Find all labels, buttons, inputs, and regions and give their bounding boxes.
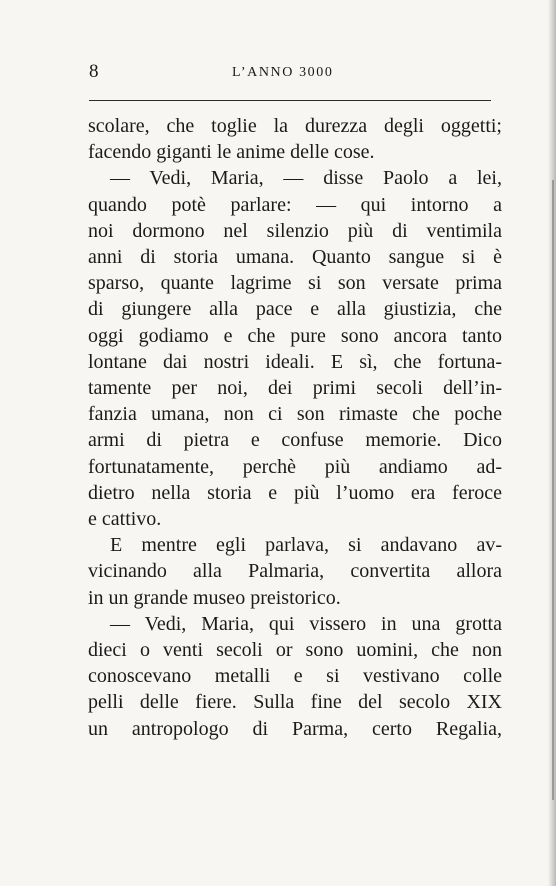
text-line: un antropologo di Parma, certo Regalia, (88, 717, 502, 740)
text-line: — Vedi, Maria, qui vissero in una grotta (110, 612, 502, 635)
text-line: quando potè parlare: — qui intorno a (88, 193, 502, 216)
text-line: fanzia umana, non ci son rimaste che poche (88, 403, 502, 426)
text-line: dietro nella storia e più l’uomo era feroce (88, 481, 502, 504)
header-rule (89, 100, 491, 101)
text-line: facendo giganti le anime delle cose. (88, 141, 375, 164)
text-line: di giungere alla pace e alla giustizia, che (88, 298, 502, 321)
running-title: L’ANNO 3000 (232, 65, 334, 80)
page-number: 8 (89, 61, 99, 82)
text-line: scolare, che toglie la durezza degli oggetti; (88, 115, 502, 137)
text-line: conoscevano metalli e si vestivano colle (88, 665, 502, 688)
text-line: tamente per noi, dei primi secoli dell’in- (88, 377, 502, 400)
text-line: vicinando alla Palmaria, convertita allora (88, 560, 502, 583)
text-line: lontane dai nostri ideali. E sì, che fortuna- (88, 350, 502, 373)
text-line: anni di storia umana. Quanto sangue si è (88, 246, 502, 269)
page-edge-shadow (548, 0, 556, 886)
body-text (88, 113, 502, 742)
text-line: — Vedi, Maria, — disse Paolo a lei, (110, 167, 502, 190)
text-line: fortunatamente, perchè più andiamo ad- (88, 455, 502, 478)
text-line: in un grande museo preistorico. (88, 586, 341, 609)
text-line: noi dormono nel silenzio più di ventimila (88, 219, 502, 242)
text-line: e cattivo. (88, 508, 162, 531)
text-line: E mentre egli parlava, si andavano av- (110, 534, 502, 557)
text-line: oggi godiamo e che pure sono ancora tanto (88, 324, 502, 347)
text-line: sparso, quante lagrime si son versate prima (88, 272, 502, 295)
text-line: armi di pietra e confuse memorie. Dico (88, 429, 502, 452)
text-line: pelli delle fiere. Sulla fine del secolo XIX (88, 691, 502, 714)
text-line: dieci o venti secoli or sono uomini, che non (88, 639, 502, 662)
